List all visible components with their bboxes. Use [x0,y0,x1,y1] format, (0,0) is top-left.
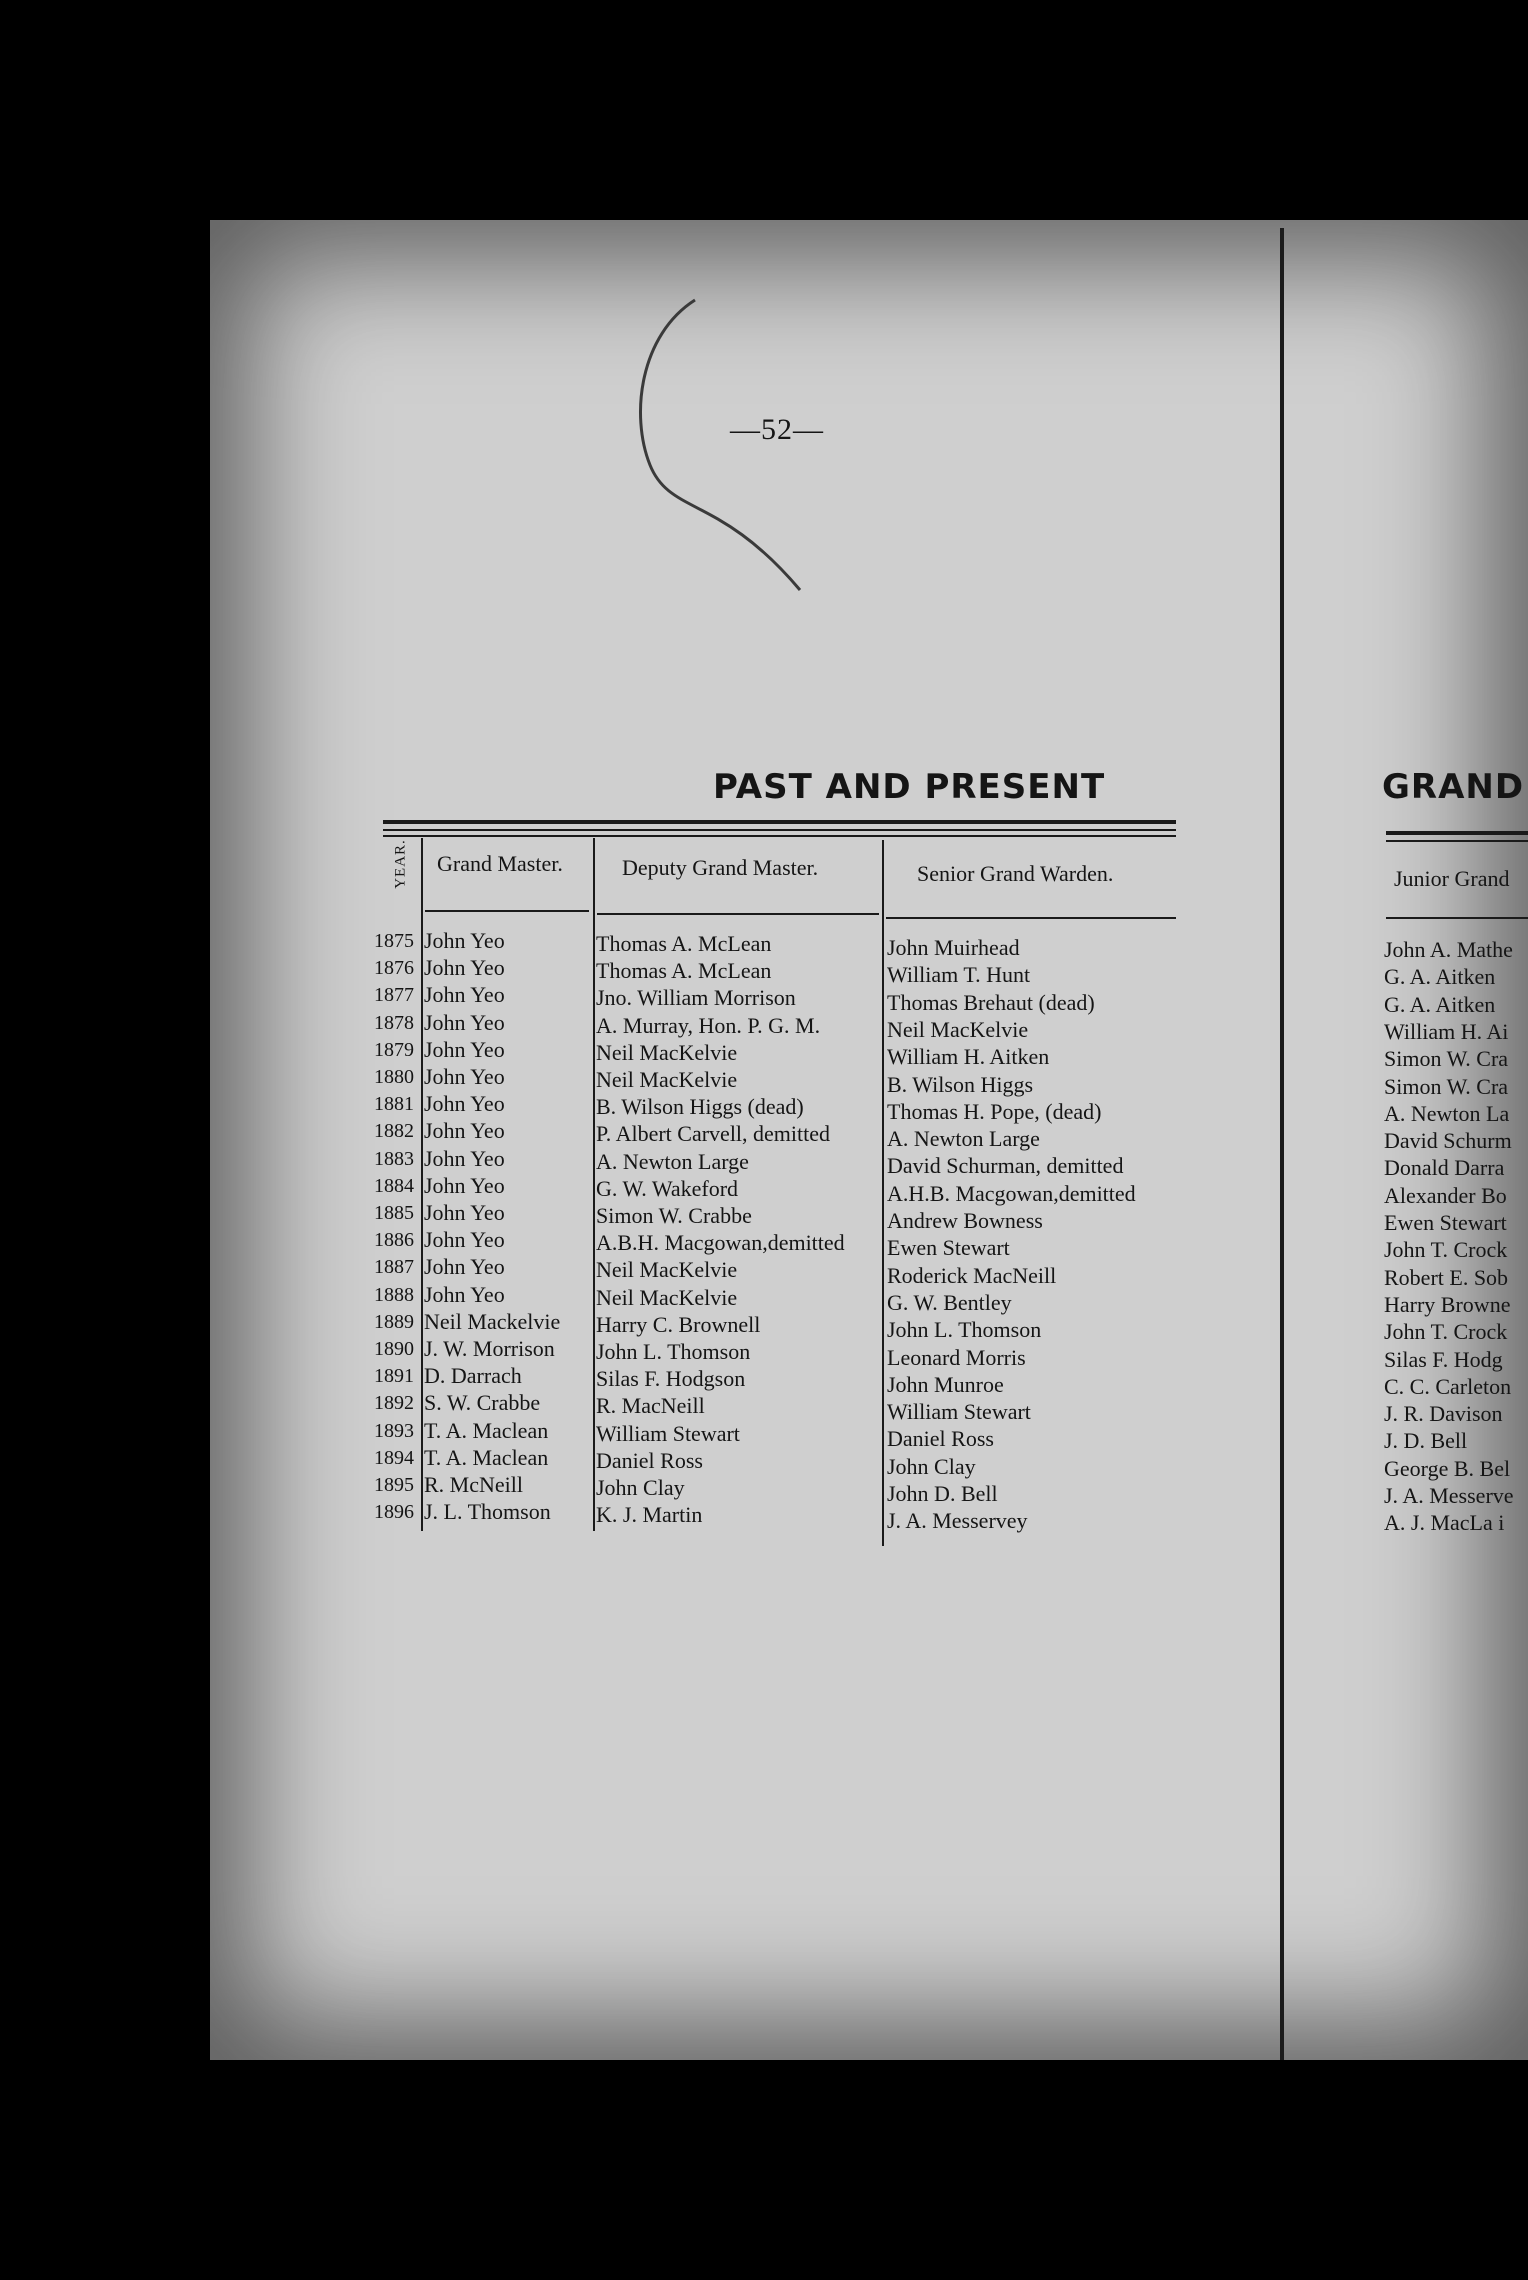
junior-grand-warden-cell: Simon W. Cra [1384,1046,1509,1071]
year-cell: 1893 [374,1420,414,1442]
senior-grand-warden-cell: A. Newton Large [887,1126,1040,1151]
deputy-grand-master-cell: A. Murray, Hon. P. G. M. [596,1013,821,1038]
grand-master-cell: John Yeo [424,955,505,980]
deputy-grand-master-cell: Neil MacKelvie [596,1067,738,1092]
year-cell: 1881 [374,1093,414,1115]
deputy-grand-master-cell: G. W. Wakeford [596,1176,739,1201]
junior-grand-warden-cell: G. A. Aitken [1384,964,1496,989]
page-title: PAST AND PRESENT [713,767,1106,807]
grand-master-cell: John Yeo [424,1227,505,1252]
year-header: YEAR. [392,839,409,889]
year-cell: 1882 [374,1120,414,1142]
junior-grand-warden-cell: G. A. Aitken [1384,992,1496,1017]
grand-master-cell: John Yeo [424,1037,505,1062]
junior-grand-warden-cell: David Schurm [1384,1128,1512,1153]
junior-grand-warden-cell: J. A. Messerve [1384,1483,1514,1508]
grand-master-cell: John Yeo [424,1282,505,1307]
junior-grand-warden-cell: C. C. Carleton [1384,1374,1512,1399]
junior-grand-warden-cell: A. J. MacLa i [1384,1510,1505,1535]
dgm-header-underline [597,913,879,915]
deputy-grand-master-cell: Silas F. Hodgson [596,1366,746,1391]
deputy-grand-master-cell: John Clay [596,1475,685,1500]
deputy-grand-master-cell: Neil MacKelvie [596,1257,738,1282]
grand-master-cell: John Yeo [424,982,505,1007]
deputy-grand-master-cell: Neil MacKelvie [596,1285,738,1310]
senior-grand-warden-cell: David Schurman, demitted [887,1153,1124,1178]
deputy-grand-master-cell: R. MacNeill [596,1393,705,1418]
grand-master-header: Grand Master. [437,851,563,876]
grand-master-cell: John Yeo [424,1173,505,1198]
senior-grand-warden-cell: G. W. Bentley [887,1290,1012,1315]
sgw-header-underline [886,917,1176,919]
header-rule-thick [383,820,1176,824]
senior-grand-warden-cell: Roderick MacNeill [887,1263,1057,1288]
deputy-grand-master-cell: B. Wilson Higgs (dead) [596,1094,804,1119]
grand-master-cell: John Yeo [424,1254,505,1279]
year-cell: 1880 [374,1066,414,1088]
year-cell: 1894 [374,1447,414,1469]
deputy-grand-master-cell: Simon W. Crabbe [596,1203,752,1228]
year-cell: 1890 [374,1338,414,1360]
next-page-title: GRAND [1382,767,1525,807]
col-divider-dgm [882,840,884,1546]
year-cell: 1886 [374,1229,414,1251]
grand-master-cell: John Yeo [424,928,505,953]
col-divider-gm [593,838,595,1531]
deputy-grand-master-cell: P. Albert Carvell, demitted [596,1121,831,1146]
junior-grand-warden-cell: Alexander Bo [1384,1183,1507,1208]
senior-grand-warden-cell: John L. Thomson [887,1317,1042,1342]
deputy-grand-master-cell: Jno. William Morrison [596,985,796,1010]
junior-grand-warden-cell: Donald Darra [1384,1155,1505,1180]
junior-grand-warden-cell: Simon W. Cra [1384,1074,1509,1099]
senior-grand-warden-cell: William Stewart [887,1399,1031,1424]
senior-grand-warden-cell: Andrew Bowness [887,1208,1043,1233]
senior-grand-warden-cell: B. Wilson Higgs [887,1072,1034,1097]
senior-grand-warden-cell: William H. Aitken [887,1044,1050,1069]
senior-grand-warden-cell: A.H.B. Macgowan,demitted [887,1181,1136,1206]
senior-grand-warden-cell: Thomas Brehaut (dead) [887,990,1095,1015]
deputy-grand-master-cell: A. Newton Large [596,1149,749,1174]
year-cell: 1885 [374,1202,414,1224]
deputy-grand-master-cell: Thomas A. McLean [596,958,772,983]
grand-master-cell: J. W. Morrison [424,1336,555,1361]
next-page-rule-thin [1386,840,1528,842]
year-cell: 1876 [374,957,414,979]
junior-grand-warden-cell: William H. Ai [1384,1019,1509,1044]
senior-grand-warden-header: Senior Grand Warden. [917,861,1114,886]
grand-master-cell: T. A. Maclean [424,1418,549,1443]
grand-master-cell: John Yeo [424,1091,505,1116]
senior-grand-warden-cell: John D. Bell [887,1481,998,1506]
year-cell: 1889 [374,1311,414,1333]
year-cell: 1895 [374,1474,414,1496]
senior-grand-warden-cell: John Muirhead [887,935,1020,960]
year-cell: 1888 [374,1284,414,1306]
junior-grand-warden-cell: George B. Bel [1384,1456,1511,1481]
next-page-rule-thick [1386,831,1528,835]
grand-master-cell: J. L. Thomson [424,1499,551,1524]
grand-master-cell: R. McNeill [424,1472,523,1497]
year-cell: 1892 [374,1392,414,1414]
year-cell: 1891 [374,1365,414,1387]
grand-master-cell: S. W. Crabbe [424,1390,541,1415]
senior-grand-warden-cell: J. A. Messervey [887,1508,1028,1533]
grand-master-cell: John Yeo [424,1200,505,1225]
year-cell: 1878 [374,1012,414,1034]
junior-grand-warden-cell: Silas F. Hodg [1384,1347,1503,1372]
senior-grand-warden-cell: John Clay [887,1454,976,1479]
year-cell: 1877 [374,984,414,1006]
junior-grand-warden-cell: J. D. Bell [1384,1428,1468,1453]
grand-master-cell: John Yeo [424,1064,505,1089]
col-divider-year [421,838,423,1531]
jgw-header-underline [1386,917,1528,919]
grand-master-cell: John Yeo [424,1146,505,1171]
deputy-grand-master-cell: Daniel Ross [596,1448,703,1473]
grand-master-cell: John Yeo [424,1118,505,1143]
year-cell: 1879 [374,1039,414,1061]
year-cell: 1896 [374,1501,414,1523]
page-number: —52— [730,413,824,446]
grand-master-cell: D. Darrach [424,1363,522,1388]
deputy-grand-master-cell: Neil MacKelvie [596,1040,738,1065]
junior-grand-warden-cell: Robert E. Sob [1384,1265,1509,1290]
senior-grand-warden-cell: Daniel Ross [887,1426,994,1451]
deputy-grand-master-cell: K. J. Martin [596,1502,703,1527]
senior-grand-warden-cell: Ewen Stewart [887,1235,1010,1260]
year-cell: 1875 [374,930,414,952]
grand-master-cell: Neil Mackelvie [424,1309,561,1334]
senior-grand-warden-cell: William T. Hunt [887,962,1031,987]
deputy-grand-master-header: Deputy Grand Master. [622,855,819,880]
junior-grand-warden-cell: John T. Crock [1384,1319,1508,1344]
junior-grand-warden-cell: Ewen Stewart [1384,1210,1507,1235]
header-rule-bottom [383,835,1176,837]
grand-master-cell: T. A. Maclean [424,1445,549,1470]
senior-grand-warden-cell: Thomas H. Pope, (dead) [887,1099,1102,1124]
junior-grand-warden-header: Junior Grand [1394,866,1510,891]
year-cell: 1887 [374,1256,414,1278]
senior-grand-warden-cell: Leonard Morris [887,1345,1026,1370]
year-cell: 1883 [374,1148,414,1170]
header-rule-thin [383,829,1176,831]
deputy-grand-master-cell: Thomas A. McLean [596,931,772,956]
gm-header-underline [425,910,589,912]
senior-grand-warden-cell: John Munroe [887,1372,1004,1397]
junior-grand-warden-cell: Harry Browne [1384,1292,1511,1317]
deputy-grand-master-cell: William Stewart [596,1421,740,1446]
grand-master-cell: John Yeo [424,1010,505,1035]
deputy-grand-master-cell: Harry C. Brownell [596,1312,761,1337]
page-fold-line [1280,228,1284,2060]
senior-grand-warden-cell: Neil MacKelvie [887,1017,1029,1042]
year-cell: 1884 [374,1175,414,1197]
junior-grand-warden-cell: John T. Crock [1384,1237,1508,1262]
junior-grand-warden-cell: John A. Mathe [1384,937,1513,962]
deputy-grand-master-cell: A.B.H. Macgowan,demitted [596,1230,845,1255]
junior-grand-warden-cell: A. Newton La [1384,1101,1510,1126]
deputy-grand-master-cell: John L. Thomson [596,1339,751,1364]
junior-grand-warden-cell: J. R. Davison [1384,1401,1503,1426]
